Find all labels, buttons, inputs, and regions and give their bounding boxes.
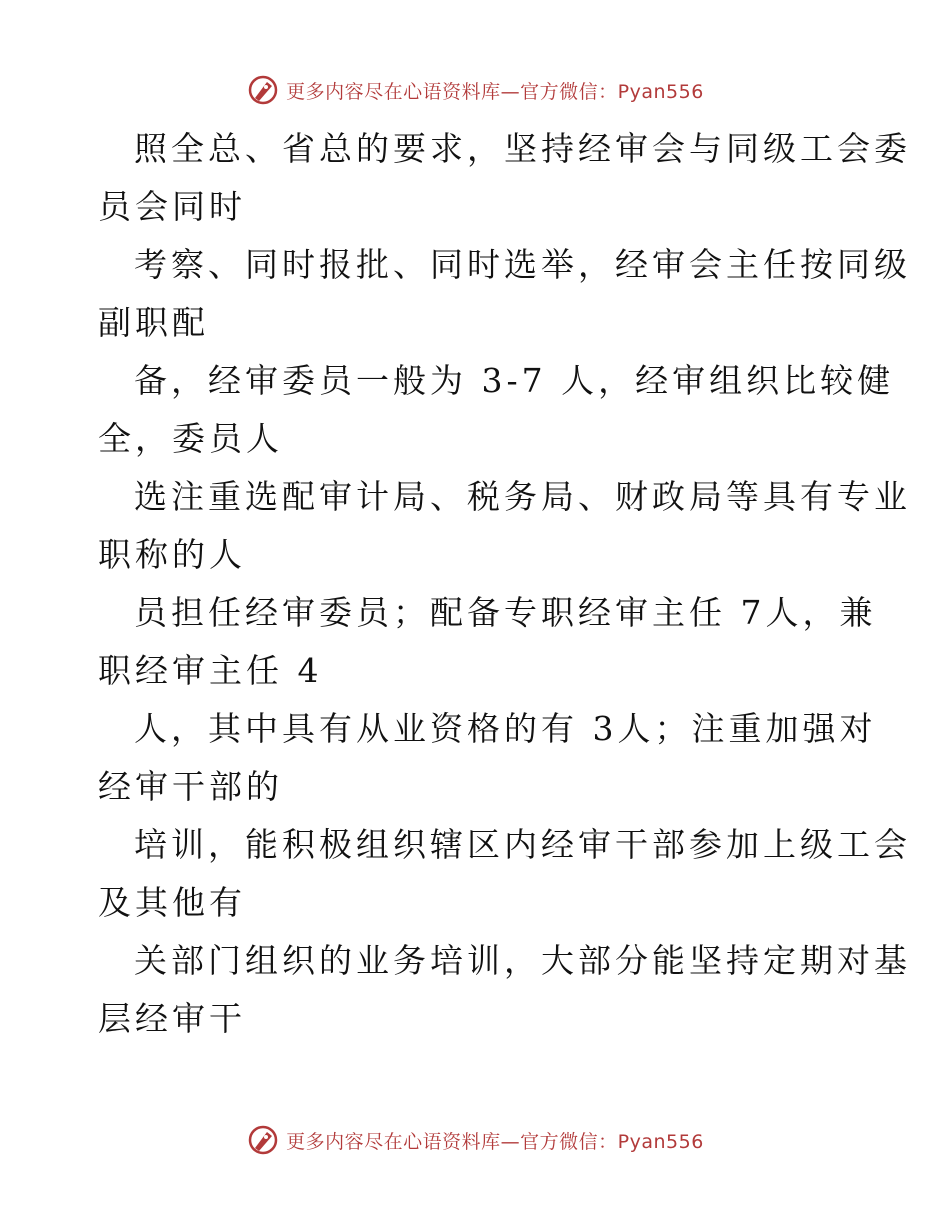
paragraph (98, 352, 895, 468)
pen-nib-icon (246, 1123, 280, 1157)
paragraph-line: 层经审干 (98, 999, 246, 1038)
paragraph-line: 备，经审委员一般为 3-7 人，经审组织比较健 (134, 361, 895, 400)
footer-banner-text: 更多内容尽在心语资料库—官方微信：Pyan556 (286, 1130, 704, 1153)
header-banner-text: 更多内容尽在心语资料库—官方微信：Pyan556 (286, 80, 704, 103)
paragraph-line: 员担任经审委员；配备专职经审主任 7人，兼 (134, 593, 877, 632)
paragraph-line: 职经审主任 4 (98, 651, 323, 690)
paragraph-line: 选注重选配审计局、税务局、财政局等具有专业 (134, 477, 911, 516)
paragraph (98, 584, 877, 700)
document-body (98, 120, 911, 1048)
paragraph-line: 全，委员人 (98, 419, 283, 458)
paragraph (98, 236, 911, 352)
paragraph-line: 及其他有 (98, 883, 246, 922)
paragraph-line: 照全总、省总的要求，坚持经审会与同级工会委 (134, 129, 911, 168)
paragraph-line: 人，其中具有从业资格的有 3人；注重加强对 (134, 709, 877, 748)
paragraph (98, 700, 877, 816)
paragraph-line: 培训，能积极组织辖区内经审干部参加上级工会 (134, 825, 911, 864)
paragraph-line: 关部门组织的业务培训，大部分能坚持定期对基 (134, 941, 911, 980)
paragraph-line: 职称的人 (98, 535, 246, 574)
paragraph (98, 932, 911, 1048)
paragraph-line: 员会同时 (98, 187, 246, 226)
paragraph-line: 经审干部的 (98, 767, 283, 806)
paragraph (98, 468, 911, 584)
paragraph (98, 816, 911, 932)
paragraph (98, 120, 911, 236)
pen-nib-icon (246, 73, 280, 107)
paragraph-line: 考察、同时报批、同时选举，经审会主任按同级 (134, 245, 911, 284)
header-banner (0, 68, 950, 112)
paragraph-line: 副职配 (98, 303, 209, 342)
footer-banner (0, 1118, 950, 1162)
